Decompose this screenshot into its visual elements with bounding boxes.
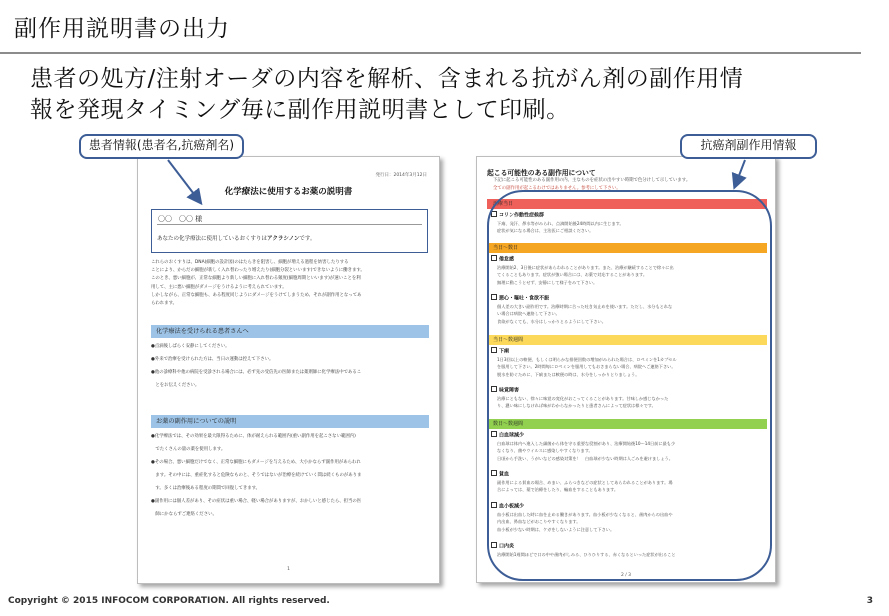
sheet-subtitle: 下記に起こる可能性のある副作用の内、主なものを症状の出やすい時期で色分けして示しています。 — [493, 178, 691, 183]
issue-date: 発行日：2014年3月12日 — [375, 173, 427, 178]
section-line: ●他の診療科や他の病院を受診される場合には、必ず先の受信先の医師または薬剤師に化学療法中であるこ — [151, 370, 362, 375]
side-effect-name: 倦怠感 — [491, 255, 767, 264]
callout-side-effect-info: 抗癌剤副作用情報 — [680, 134, 817, 159]
section-line: ●その場合、悪い細胞だけでなく、正常な細胞にもダメージを与えるため、大小かならず副作用があらわれ — [151, 460, 361, 465]
callout-patient-info: 患者情報(患者名,抗癌剤名) — [79, 134, 244, 159]
side-effect-text: 血小板が少ない時期は、ケガをしないように注意して下さい。 — [497, 526, 615, 532]
slide-number: 3 — [866, 596, 873, 606]
side-effect-name: 悪心・嘔吐・食欲不振 — [491, 294, 767, 303]
intro-line: これらのおくすりは、DNA(細胞の設計図)のはたらきを阻害し、細胞が増える過程を妨害したりする — [151, 260, 349, 265]
callout-arrow-left — [168, 160, 200, 202]
side-effect-text: 食欲がなくても、水分はしっかりとるようにして下さい。 — [497, 318, 606, 324]
side-effect-text: 日頃から手洗い、うがいなどの感染対策を！ 白血球が少ない時期は人ごみを避けましょう。 — [497, 455, 673, 461]
sheet-note: 全ての副作用が起こるわけではありません。参考にして下さい。 — [493, 186, 621, 191]
lead-line: 報を発現タイミング毎に副作用説明書として印刷。 — [30, 97, 570, 123]
side-effect-text: 血小板は出血した時に血を止める働きがあります。血小板が少なくなると、歯肉からの出血や — [497, 511, 673, 517]
side-effect-text: 内出血、鼻血などがおこりやすくなります。 — [497, 519, 581, 525]
sheet-title: 起こる可能性のある副作用について — [487, 169, 596, 177]
side-effect-text: 無理に動こうとせず、安静にして様子をみて下さい。 — [497, 279, 598, 285]
intro-line: らわれます。 — [151, 301, 177, 307]
section-line: とをお伝えください。 — [151, 383, 200, 388]
section-line: ます。その中には、重症化すると危険なものと、そうではないが治療を続けていく間は続くものがありま — [151, 473, 362, 478]
side-effect-text: 下痢、発汗、鼻水等がみられ、点滴開始後24時間以内に生じます。 — [497, 220, 624, 226]
side-effect-text: なくなり、菌やウイルスに感染しやすくなります。 — [497, 448, 593, 454]
section-heading: 化学療法を受けられる患者さんへ — [151, 325, 429, 338]
timing-band-few-weeks: 当日～数週間 — [487, 335, 767, 345]
page-number: 1 — [287, 567, 290, 572]
drug-name: アクラシノン — [267, 236, 300, 242]
lead-line: 患者の処方/注射オーダの内容を解析、含まれる抗がん剤の副作用情 — [30, 66, 744, 92]
page-number: 2 / 3 — [620, 573, 632, 578]
side-effect-name: 口内炎 — [491, 542, 767, 551]
section-line: ●点滴後しばらく安静にしてください。 — [151, 344, 230, 349]
side-effect-text: 症状が気になる場合は、主治医にご相談ください。 — [497, 228, 594, 234]
side-effect-name: 血小板減少 — [491, 502, 767, 511]
side-effect-text: を服用して下さい。2時間毎にロペミンを服用してもおさまらない場合、病院へご連絡下さい。 — [497, 364, 676, 370]
slide-title: 副作用説明書の出力 — [14, 16, 230, 42]
side-effect-name: コリン作動性症候群 — [491, 211, 767, 220]
intro-line: ことにより、からだの細胞が新しく入れ替わったり増えたり(細胞分裂といいます)できないように働きます。 — [151, 268, 365, 274]
section-line: ●外来で治療を受けられた方は、当日の運動は控えて下さい。 — [151, 357, 274, 362]
sheet-title: 化学療法に使用するお薬の説明書 — [224, 187, 353, 197]
drug-suffix: です。 — [299, 236, 316, 242]
section-line: す。多くは治療後ある程度の期間で回復してきます。 — [151, 486, 261, 491]
intro-line: しかしながら、正常な細胞も、ある程度同じようにダメージをうけてしまうため、それが副作用となってあ — [151, 292, 362, 298]
side-effect-text: 治療にともない、徐々に味覚の変化がおこってくることがあります。甘味しか感じなかった — [497, 395, 669, 401]
timing-band-few-days: 当日～数日 — [487, 243, 767, 253]
callout-arrow-right — [735, 160, 745, 186]
side-effect-text: り、濃い味にしなければ味がわからなかったりと患者さんによって症状は様々です。 — [497, 403, 656, 409]
section-heading: お薬の副作用についての説明 — [151, 415, 429, 428]
intro-line: このとき、悪い細胞が、正常な細胞より新しい細胞に入れ替わる頻度(細胞周期といいます)が速いことを利 — [151, 276, 361, 282]
side-effect-text: 個人差の大きい副作用です。治療時期に合った吐き気止めを使います。ただし、水分もとれな — [497, 303, 673, 309]
side-effect-name: 下痢 — [491, 347, 767, 356]
side-effect-text: 合によっては、薬で治療をしたり、輸血をすることもあります。 — [497, 487, 619, 493]
side-effect-text: 治療開始2、3日後に症状があらわれることがあります。また、治療が継続することで徐々に出 — [497, 264, 674, 270]
section-line: ●副作用には個人差があり、その症状は重い場合、軽い場合がありますが、おかしいと感じたら、担当の医 — [151, 499, 362, 504]
side-effect-text: 治療開始1週間ほどで口の中や歯肉がしみる、ひりひりする、赤くなるといった症状が出ること — [497, 551, 676, 557]
side-effect-name: 白血球減少 — [491, 431, 767, 440]
side-effect-name: 味覚障害 — [491, 386, 767, 395]
drug-prefix: あなたの化学療法に使用しているおくすりは — [157, 236, 268, 242]
side-effect-text: 副作用による貧血の場合、めまい、ふらつきなどの症状としてあらわれることがあります。場 — [497, 479, 673, 485]
timing-band-same-day: 治療当日 — [487, 199, 767, 209]
side-effect-text: い場合は病院へ連絡して下さい。 — [497, 311, 560, 317]
patient-name: 〇〇 〇〇 様 — [158, 215, 203, 223]
side-effect-name: 貧血 — [491, 470, 767, 479]
timing-band-days-to-weeks: 数日～数週間 — [487, 419, 767, 429]
side-effect-text: てくることもあります。症状が強い場合には、お薬で対応することがあります。 — [497, 272, 648, 278]
side-effect-text: 脱水を防ぐために、下痢または軟便の時は、水分をしっかりとりましょう。 — [497, 371, 640, 377]
section-line: 師にかならずご連絡ください。 — [151, 512, 217, 517]
section-line: ●化学療法では、その効果を最大限得るために、体が耐えられる範囲内(重い副作用を起こさない範囲内) — [151, 434, 356, 439]
intro-line: 用して、主に悪い細胞がダメージをうけるように考えられています。 — [151, 284, 287, 290]
copyright-footer: Copyright © 2015 INFOCOM CORPORATION. All rights reserved. — [8, 596, 330, 606]
side-effect-text: 1日3回以上の軟便、もしくは明らかな排便回数の増加がみられた場合は、ロペミンを1カプセル — [497, 356, 677, 362]
section-line: でたくさんの量の薬を使用します。 — [151, 447, 226, 452]
side-effect-text: 白血球は体内へ進入した細菌から体を守る重要な役割があり、治療開始後10～14日前に最も少 — [497, 440, 676, 446]
